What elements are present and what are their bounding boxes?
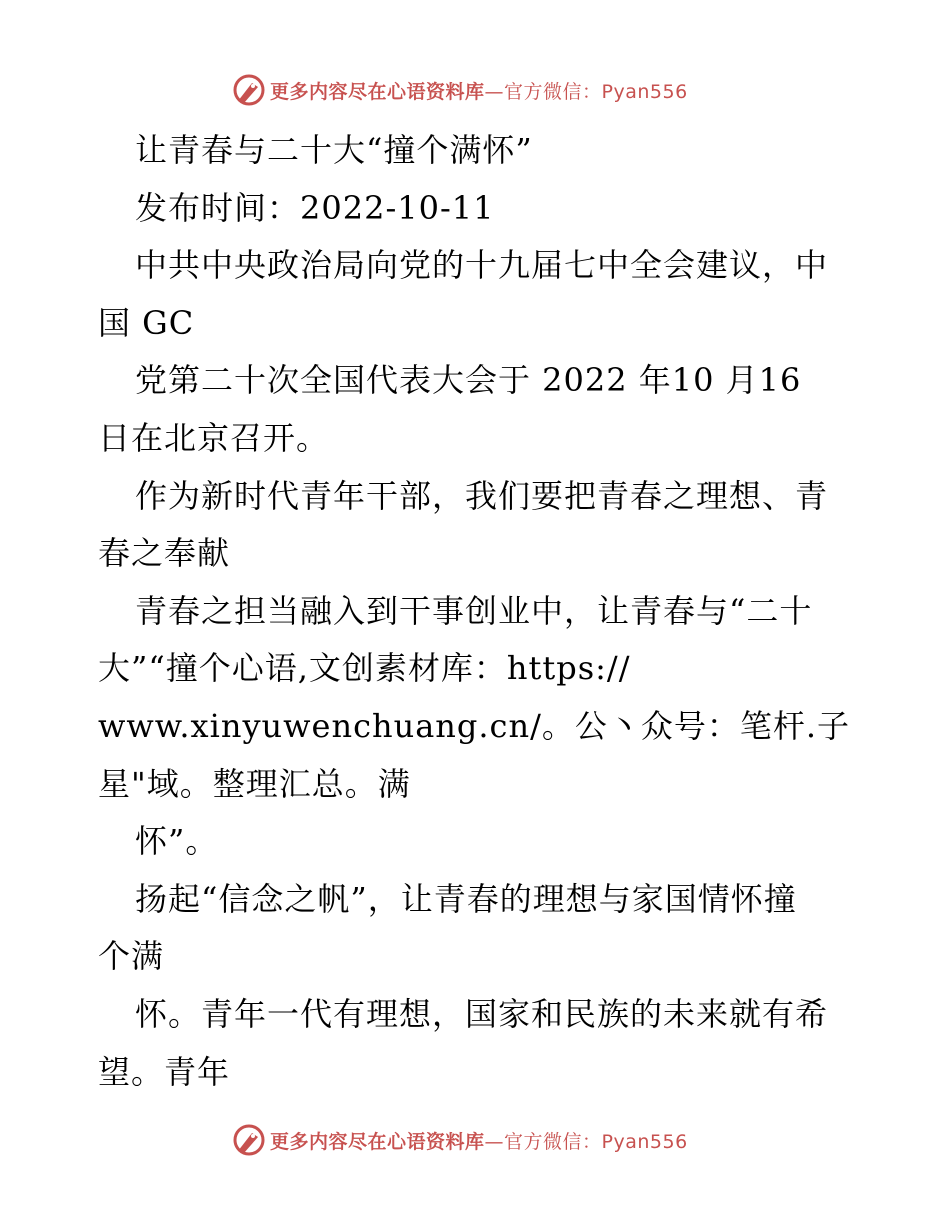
paragraph-line: 个满	[98, 937, 165, 976]
paragraph-line: 怀”。	[135, 822, 219, 861]
paragraph-line: 国 GC	[98, 303, 195, 342]
header-banner	[232, 72, 792, 108]
paragraph-line: 日在北京召开。	[98, 418, 330, 457]
publish-date: 发布时间：2022-10-11	[135, 188, 495, 227]
paragraph-line: 星"域。整理汇总。满	[98, 764, 411, 803]
paragraph-line: 扬起“信念之帆”，让青春的理想与家国情怀撞	[135, 879, 797, 918]
pen-nib-icon	[232, 73, 266, 107]
paragraph-line: 党第二十次全国代表大会于 2022 年10 月16	[135, 361, 802, 400]
paragraph-line: 望。青年	[98, 1052, 231, 1091]
footer-banner	[232, 1122, 792, 1158]
pen-nib-icon	[232, 1123, 266, 1157]
doc-title: 让青春与二十大“撞个满怀”	[135, 131, 533, 169]
paragraph-line: 青春之担当融入到干事创业中，让青春与“二十	[135, 591, 813, 630]
paragraph-line: www.xinyuwenchuang.cn/。公丶众号：笔杆.子	[98, 706, 851, 745]
paragraph-line: 中共中央政治局向党的十九届七中全会建议，中	[135, 246, 829, 285]
banner-text: 更多内容尽在心语资料库—官方微信：Pyan556	[270, 1130, 688, 1153]
paragraph-line: 春之奉献	[98, 534, 231, 573]
banner-text: 更多内容尽在心语资料库—官方微信：Pyan556	[270, 80, 688, 103]
document-body	[98, 122, 868, 1101]
paragraph-line: 作为新时代青年干部，我们要把青春之理想、青	[135, 476, 829, 515]
paragraph-line: 大”“撞个心语,文创素材库：https://	[98, 649, 631, 688]
paragraph-line: 怀。青年一代有理想，国家和民族的未来就有希	[135, 994, 829, 1033]
